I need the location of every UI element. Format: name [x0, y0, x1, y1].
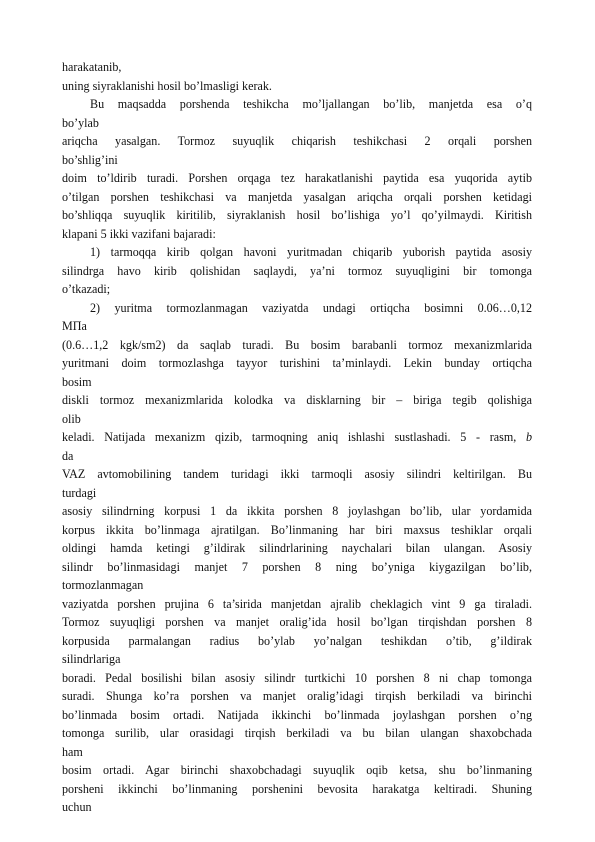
text-line: doim to’ldirib turadi. Porshen orqaga tez harakatlanishi paytida esa yuqorida aytib [62, 171, 532, 185]
text-line: tomonga surilib, ular orasidagi tirqish berkiladi va bu bilan ulangan shaxobchada [62, 726, 532, 740]
text-line: da [62, 448, 74, 463]
text-line: VAZ avtomobilining tandem turidagi ikki tarmoqli asosiy silindri keltirilgan. Bu [62, 467, 532, 481]
text-line: klapani 5 ikki vazifani bajaradi: [62, 226, 216, 241]
list-item-1-line: 1) tarmoqqa kirib qolgan havoni yuritmadan chiqarib yuborish paytida asosiy [90, 245, 532, 259]
text-line: asosiy silindrning korpusi 1 da ikkita porshen 8 joylashgan bo’lib, ular yordamida [62, 504, 532, 518]
text-line: porsheni ikkinchi bo’linmaning porshenini bevosita harakatga keltiradi. Shuning [62, 781, 532, 796]
text-line: vaziyatda porshen prujina 6 ta’sirida manjetdan ajralib cheklagich vint 9 ga tiraladi. [62, 596, 532, 611]
text-line: diskli tormoz mexanizmlarida kolodka va disklarning bir – biriga tegib qolishiga [62, 393, 532, 407]
text-line: turdagi [62, 485, 97, 500]
text-line: bosim ortadi. Agar birinchi shaxobchadagi suyuqlik oqib ketsa, shu bo’linmaning [62, 763, 532, 777]
text-line: Tormoz suyuqligi porshen va manjet oralig’ida hosil bo’lgan tirqishdan porshen 8 [62, 615, 532, 629]
text-line: korpus ikkita bo’linmaga ajratilgan. Bo’linmaning har biri maxsus teshiklar orqali [62, 522, 532, 537]
text-line: korpusida parmalangan radius bo’ylab yo’nalgan teshikdan o’tib, g’ildirak [62, 633, 532, 648]
text-line: bo’linmada bosim ortadi. Natijada ikkinchi bo’linmada joylashgan porshen o’ng [62, 707, 532, 722]
text-line: suradi. Shunga ko’ra porshen va manjet oralig’idagi tirqish berkiladi va birinchi [62, 689, 532, 703]
text-line: tormozlanmagan [62, 578, 144, 592]
text-line: ham [62, 744, 83, 759]
figure-letter: b [525, 430, 532, 444]
document-page [62, 58, 532, 817]
text-line: harakatanib, [62, 60, 122, 74]
text-line: МПа [62, 319, 87, 333]
text-line: bo’shliqqa suyuqlik kiritilib, siyraklanish hosil bo’lishiga yo’l qo’yilmaydi. Kiritish [62, 208, 532, 222]
paragraph-line: Bu maqsadda porshenda teshikcha mo’ljallangan bo’lib, manjetda esa o’q [90, 97, 532, 111]
text-line: keladi. Natijada mexanizm qizib, tarmoqning aniq ishlashi sustlashadi. 5 - rasm, [62, 430, 517, 444]
text-line: uning siyraklanishi hosil bo’lmasligi kerak. [62, 78, 272, 93]
text-line: ariqcha yasalgan. Tormoz suyuqlik chiqarish teshikchasi 2 orqali porshen [62, 134, 532, 148]
text-line: bo’ylab [62, 115, 99, 130]
text-line: olib [62, 411, 81, 426]
text-line: bosim [62, 374, 92, 389]
text-line: silindr bo’linmasidagi manjet 7 porshen 8 ning bo’yniga kiygazilgan bo’lib, [62, 559, 532, 574]
text-line: oldingi hamda ketingi g’ildirak silindrlarining naychalari bilan ulangan. Asosiy [62, 541, 532, 555]
text-line: o’tkazadi; [62, 282, 111, 296]
list-item-2-line: 2) yuritma tormozlanmagan vaziyatda undagi ortiqcha bosimni 0.06…0,12 [90, 300, 532, 315]
text-line: silindrlariga [62, 652, 121, 666]
text-line-with-figure-ref [62, 428, 532, 447]
text-line: (0.6…1,2 kgk/sm2) da saqlab turadi. Bu bosim barabanli tormoz mexanizmlarida [62, 337, 532, 352]
text-line: bo’shlig’ini [62, 152, 118, 167]
text-line: boradi. Pedal bosilishi bilan asosiy silindr turtkichi 10 porshen 8 ni chap tomonga [62, 670, 532, 685]
text-line: yuritmani doim tormozlashga tayyor turishini ta’minlaydi. Lekin bunday ortiqcha [62, 356, 532, 370]
text-line: uchun [62, 800, 92, 814]
text-line: o’tilgan porshen teshikchasi va manjetda yasalgan ariqcha orqali porshen ketidagi [62, 189, 532, 204]
text-line: silindrga havo kirib qolishidan saqlaydi, ya’ni tormoz suyuqligini bir tomonga [62, 263, 532, 278]
